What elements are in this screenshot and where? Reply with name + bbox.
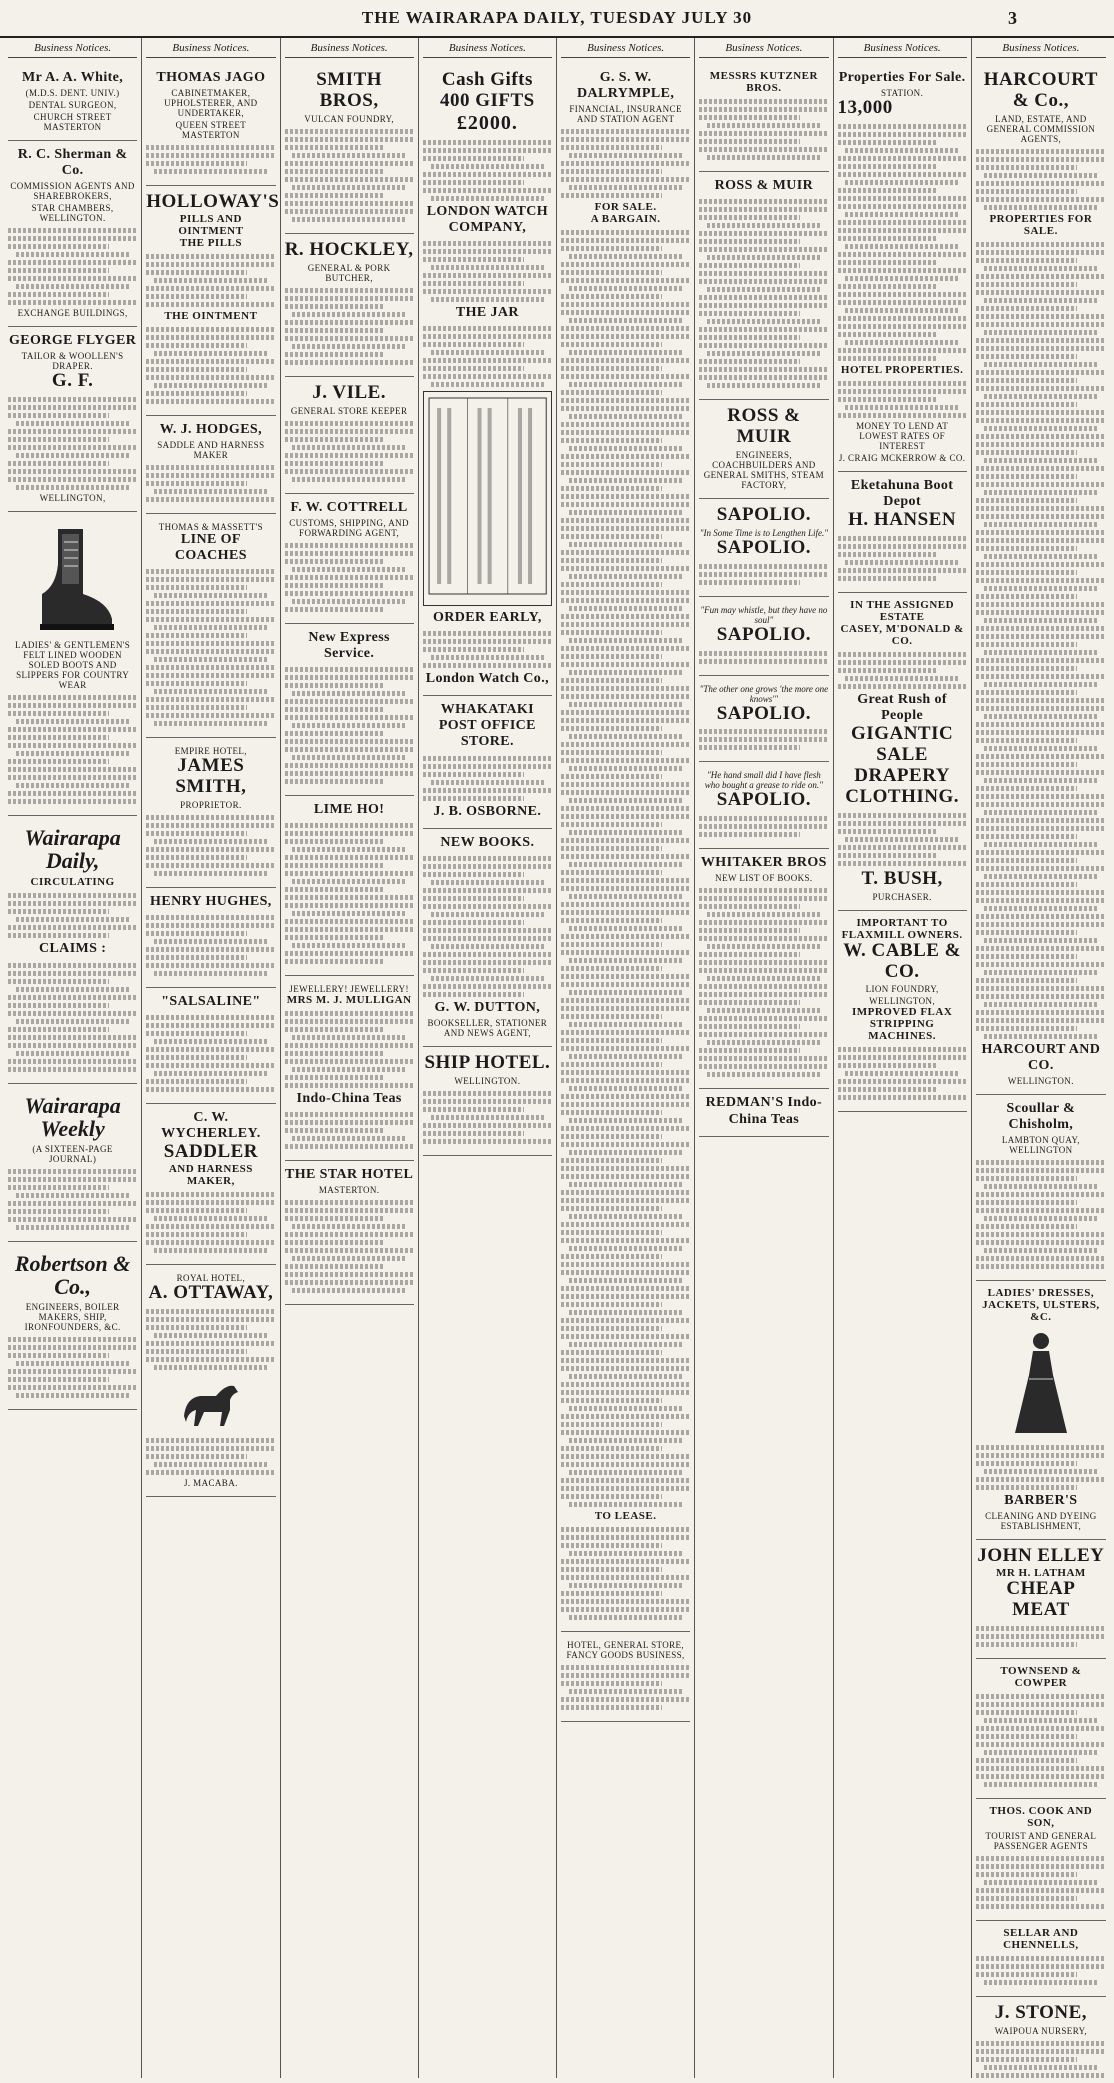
ad-title: CASEY, M'DONALD & CO. xyxy=(840,623,964,648)
column-1 xyxy=(4,38,142,2078)
ad-title: SMITH BROS, xyxy=(316,69,383,111)
body-text xyxy=(146,915,275,976)
ad-subtitle: LADIES' & GENTLEMEN'S FELT LINED WOODEN SOLED BOOTS AND SLIPPERS FOR COUNTRY WEAR xyxy=(15,640,131,691)
ad-subtitle: WELLINGTON. xyxy=(1007,1075,1074,1086)
column-8 xyxy=(972,38,1110,2078)
ad-title: R. HOCKLEY, xyxy=(284,238,414,260)
column-5 xyxy=(557,38,695,2078)
body-text xyxy=(146,815,275,876)
ad-subtitle: HOTEL PROPERTIES. xyxy=(840,363,964,376)
ad-subtitle: ENGINEERS, COACHBUILDERS AND GENERAL SMITHS, STEAM FACTORY, xyxy=(703,449,825,490)
ad-subtitle: CLEANING AND DYEING ESTABLISHMENT, xyxy=(985,1511,1097,1532)
ad-title: HARCOURT & Co., xyxy=(983,69,1098,111)
ad-signature: HARCOURT AND CO. xyxy=(981,1041,1101,1073)
ad-title: F. W. COTTRELL xyxy=(290,499,408,515)
body-text xyxy=(561,1527,690,1620)
ad-subtitle: THE OINTMENT xyxy=(164,309,258,322)
column-header: Business Notices. xyxy=(976,38,1106,58)
ad-title: JAMES SMITH, xyxy=(175,755,247,798)
ad-title: GIGANTIC SALE xyxy=(851,723,954,766)
ad-vile xyxy=(285,377,414,494)
ad-address: CHURCH STREET MASTERTON xyxy=(33,112,112,133)
body-text xyxy=(976,1445,1106,1490)
ad-title: THE STAR HOTEL xyxy=(284,1167,414,1183)
ad-title: NEW BOOKS. xyxy=(440,834,535,850)
ad-hodges xyxy=(146,416,275,514)
ad-title: SAPOLIO. xyxy=(716,503,812,525)
ad-kutzner xyxy=(699,64,828,172)
body-text xyxy=(285,543,414,612)
ad-title: Scoullar & Chisholm, xyxy=(1006,1100,1076,1133)
ad-title: Robertson & Co., xyxy=(14,1250,131,1299)
price-list-box xyxy=(423,391,552,606)
ad-sherman xyxy=(8,141,137,327)
ad-title: IMPROVED FLAX STRIPPING MACHINES. xyxy=(851,1006,953,1043)
ad-boots xyxy=(8,512,137,816)
body-text xyxy=(699,651,828,664)
masthead-title: THE WAIRARAPA DAILY, TUESDAY JULY 30 xyxy=(361,8,753,27)
ad-subtitle: CUSTOMS, SHIPPING, AND FORWARDING AGENT, xyxy=(289,517,409,538)
ad-title: WHAKATAKI POST OFFICE STORE. xyxy=(438,702,536,750)
body-text xyxy=(838,124,967,361)
horse-illustration xyxy=(176,1376,246,1432)
ad-title: R. C. Sherman & Co. xyxy=(17,147,128,179)
ad-quote: "In Some Time is to Lengthen Life." xyxy=(699,527,829,538)
ad-quote: "He hand small did I have flesh who bought a grease to ride on." xyxy=(704,770,823,791)
ad-title: WHITAKER BROS xyxy=(700,855,827,871)
ad-subtitle: IMPORTANT TO FLAXMILL OWNERS. xyxy=(841,916,963,941)
body-text xyxy=(146,254,275,307)
ad-title: 400 GIFTS xyxy=(439,89,535,111)
body-text xyxy=(699,564,828,585)
body-text xyxy=(8,1169,137,1230)
ad-title: Indo-China Teas xyxy=(296,1090,402,1106)
body-text xyxy=(976,1956,1106,1985)
ad-title: Cash Gifts xyxy=(441,69,533,90)
ad-title: MRS M. J. MULLIGAN xyxy=(286,993,412,1006)
ad-harcourt xyxy=(976,64,1106,1095)
ad-subtitle: HOTEL, GENERAL STORE, FANCY GOODS BUSINESS, xyxy=(566,1640,685,1661)
ad-salsaline xyxy=(146,988,275,1104)
body-text xyxy=(146,145,275,174)
body-text xyxy=(146,1192,275,1253)
ad-subtitle: MASTERTON. xyxy=(318,1185,380,1196)
body-text xyxy=(8,397,137,490)
ad-subtitle: THE PILLS xyxy=(179,236,243,249)
body-text xyxy=(976,242,1106,1039)
body-text xyxy=(8,893,137,938)
ad-title: A. OTTAWAY, xyxy=(148,1282,274,1304)
ad-subtitle: EMPIRE HOTEL, xyxy=(174,746,247,757)
ad-subtitle: WELLINGTON, xyxy=(869,996,936,1007)
ad-title: Wairarapa Daily, xyxy=(24,825,121,874)
ad-ladies-dresses xyxy=(976,1281,1106,1540)
column-header: Business Notices. xyxy=(838,38,967,58)
ad-smith-bros xyxy=(285,64,414,234)
column-header: Business Notices. xyxy=(146,38,275,58)
ad-townsend xyxy=(976,1659,1106,1799)
ad-sapolio-1 xyxy=(699,499,828,597)
ad-sapolio-2 xyxy=(699,597,828,676)
ad-ross-muir xyxy=(699,400,828,499)
ad-subtitle: NEW LIST OF BOOKS. xyxy=(715,873,813,884)
body-text xyxy=(423,856,552,997)
body-text xyxy=(146,327,275,404)
column-header: Business Notices. xyxy=(561,38,690,58)
ad-title: SELLAR AND CHENNELLS, xyxy=(1003,1926,1079,1951)
ad-subtitle: STATION. xyxy=(881,88,924,99)
ad-title: J. STONE, xyxy=(994,2001,1088,2023)
body-text xyxy=(976,1856,1106,1909)
ad-quote: "The other one grows 'the more one knows'" xyxy=(699,683,829,704)
ad-subtitle: THOMAS & MASSETT'S xyxy=(158,522,264,533)
ad-address: WELLINGTON, xyxy=(39,493,106,504)
ad-title: SAPOLIO. xyxy=(716,789,812,811)
column-header: Business Notices. xyxy=(8,38,137,58)
body-text xyxy=(838,381,967,418)
ad-empire-hotel xyxy=(146,738,275,888)
ad-subtitle: AND HARNESS MAKER, xyxy=(168,1163,253,1188)
ad-cook xyxy=(976,1799,1106,1921)
ad-subtitle: PURCHASER. xyxy=(872,891,932,902)
ad-title: THOMAS JAGO xyxy=(156,70,266,85)
column-header: Business Notices. xyxy=(699,38,828,58)
ad-subtitle: MONEY TO LEND AT LOWEST RATES OF INTEREST xyxy=(856,420,949,451)
ad-subtitle: FOR SALE. xyxy=(594,201,657,214)
ad-ship-hotel xyxy=(423,1047,552,1156)
ad-quote: "Fun may whistle, but they have no soul" xyxy=(700,604,828,625)
body-text xyxy=(976,1694,1106,1787)
ad-express xyxy=(285,624,414,796)
ad-title: MESSRS KUTZNER BROS. xyxy=(709,70,818,94)
ad-subtitle: JEWELLERY! JEWELLERY! xyxy=(289,983,409,994)
body-text xyxy=(146,569,275,726)
body-text xyxy=(699,729,828,750)
ad-eketahuna-boot xyxy=(838,472,967,593)
ad-subtitle: (M.D.S. DENT. UNIV.) xyxy=(25,88,120,99)
body-text xyxy=(423,756,552,801)
ad-cash-gifts xyxy=(423,64,552,696)
ad-subtitle: PROPRIETOR. xyxy=(180,800,242,811)
ad-title: G. S. W. DALRYMPLE, xyxy=(577,70,675,102)
ad-subtitle: ROYAL HOTEL, xyxy=(176,1273,246,1284)
column-4 xyxy=(419,38,557,2078)
ad-signature: T. BUSH, xyxy=(861,867,943,889)
body-text xyxy=(8,963,137,1072)
ad-subtitle: ENGINEERS, BOILER MAKERS, SHIP, IRONFOUNDERS, &C. xyxy=(24,1301,121,1332)
ad-subtitle: VULCAN FOUNDRY, xyxy=(304,113,395,124)
ad-title: Properties For Sale. xyxy=(838,70,966,85)
body-text xyxy=(976,149,1106,210)
ad-title: Wairarapa Weekly xyxy=(24,1092,121,1141)
ad-title: Eketahuna Boot Depot xyxy=(850,477,954,510)
ad-title: LONDON WATCH COMPANY, xyxy=(426,203,549,235)
ad-hockley xyxy=(285,234,414,377)
body-text xyxy=(285,1200,414,1293)
ad-cottrell xyxy=(285,494,414,624)
body-text xyxy=(8,228,137,305)
ad-title: SHIP HOTEL. xyxy=(424,1051,551,1073)
ad-title: REDMAN'S Indo-China Teas xyxy=(705,1095,823,1127)
ad-initial: G. F. xyxy=(51,370,94,392)
ad-royal-hotel xyxy=(146,1265,275,1497)
ad-title: GEORGE FLYGER xyxy=(9,333,137,349)
ad-subtitle: GENERAL STORE KEEPER xyxy=(290,405,408,416)
ad-signature: J. MACABA. xyxy=(183,1478,238,1489)
ad-subtitle: TO LEASE. xyxy=(594,1510,657,1523)
ad-title: Great Rush of People xyxy=(857,692,947,724)
body-text xyxy=(146,1015,275,1092)
ad-stone xyxy=(976,1997,1106,2078)
ad-address: QUEEN STREET MASTERTON xyxy=(175,120,247,141)
ad-star-hotel xyxy=(285,1161,414,1305)
ad-subtitle: TOURIST AND GENERAL PASSENGER AGENTS xyxy=(985,1830,1097,1851)
ad-sapolio-3 xyxy=(699,676,828,763)
ad-title: LINE OF COACHES xyxy=(174,532,247,564)
ad-subtitle: A BARGAIN. xyxy=(590,213,661,226)
ad-title: W. CABLE & CO. xyxy=(843,939,962,982)
body-text xyxy=(561,230,690,1507)
ad-title: G. W. DUTTON, xyxy=(434,999,541,1015)
body-text xyxy=(423,140,552,201)
ad-subtitle: COMMISSION AGENTS AND SHAREBROKERS, xyxy=(10,181,135,202)
ad-subtitle: FINANCIAL, INSURANCE AND STATION AGENT xyxy=(569,104,682,125)
body-text xyxy=(285,288,414,365)
ad-title: SAPOLIO. xyxy=(716,702,812,724)
ad-title: New Express Service. xyxy=(308,629,390,661)
ad-title: ROSS & MUIR xyxy=(714,178,814,193)
boot-illustration xyxy=(28,524,118,634)
ad-subtitle: GENERAL & PORK BUTCHER, xyxy=(307,262,391,283)
ad-whakataki xyxy=(423,696,552,828)
ad-subtitle: PROPERTIES FOR SALE. xyxy=(989,212,1093,237)
ad-subtitle: CLAIMS : xyxy=(38,941,107,957)
body-text xyxy=(561,1665,690,1710)
body-text xyxy=(285,1112,414,1149)
ad-subtitle: CABINETMAKER, UPHOLSTERER, AND UNDERTAKER, xyxy=(164,88,258,119)
ad-address: STAR CHAMBERS, WELLINGTON. xyxy=(31,203,114,224)
ad-subtitle: TAILOR & WOOLLEN'S DRAPER. xyxy=(21,351,124,372)
ad-whitaker xyxy=(699,849,828,1089)
ad-lime xyxy=(285,796,414,976)
ad-address: LAMBTON QUAY, WELLINGTON xyxy=(1001,1135,1080,1156)
ad-subtitle: WELLINGTON. xyxy=(454,1075,521,1086)
ad-title: TOWNSEND & COWPER xyxy=(1000,1664,1082,1689)
ad-title: HENRY HUGHES, xyxy=(150,894,272,910)
ad-mulligan xyxy=(285,976,414,1161)
ad-coaches xyxy=(146,514,275,738)
body-text xyxy=(285,667,414,784)
ad-wairarapa-weekly xyxy=(8,1084,137,1242)
page-number: 3 xyxy=(1008,7,1018,28)
ad-title: JOHN ELLEY xyxy=(977,1545,1105,1567)
ad-subtitle: PILLS AND OINTMENT xyxy=(178,212,244,237)
ad-flyger xyxy=(8,327,137,512)
body-text xyxy=(976,2041,1106,2078)
column-3 xyxy=(281,38,419,2078)
ad-title: H. HANSEN xyxy=(848,509,957,531)
ad-title: SADDLER xyxy=(163,1141,259,1163)
body-text xyxy=(838,1047,967,1100)
ad-signature: J. CRAIG MCKERROW & CO. xyxy=(838,452,966,463)
body-text xyxy=(838,813,967,866)
ad-hotel-store xyxy=(561,1632,690,1722)
ad-subtitle: CIRCULATING xyxy=(30,876,115,889)
body-text xyxy=(285,421,414,482)
ad-title: C. W. WYCHERLEY. xyxy=(161,1110,261,1142)
ad-title: DRAPERY xyxy=(854,765,950,787)
body-text xyxy=(838,652,967,689)
body-text xyxy=(699,99,828,160)
ad-ross-muir-notice xyxy=(699,172,828,400)
column-header: Business Notices. xyxy=(423,38,552,58)
ad-title: W. J. HODGES, xyxy=(159,421,263,437)
ad-white-dentist xyxy=(8,64,137,141)
body-text xyxy=(8,1337,137,1398)
ad-title: JACKETS, ULSTERS, &C. xyxy=(982,1299,1100,1324)
ad-amount: £2000. xyxy=(456,111,518,134)
ad-scoullar xyxy=(976,1095,1106,1281)
ad-title: CLOTHING. xyxy=(845,785,960,807)
ad-title: THOS. COOK AND SON, xyxy=(989,1804,1093,1829)
body-text xyxy=(146,1438,275,1475)
body-text xyxy=(423,631,552,668)
ad-redman-teas xyxy=(699,1089,828,1136)
ad-title: ROSS & MUIR xyxy=(727,405,801,447)
ad-subtitle: LAND, ESTATE, AND GENERAL COMMISSION AGENTS, xyxy=(986,113,1096,144)
body-text xyxy=(699,199,828,388)
ad-sapolio-4 xyxy=(699,762,828,849)
body-text xyxy=(423,1091,552,1144)
body-text xyxy=(285,823,414,964)
ad-title: LADIES' DRESSES, xyxy=(987,1287,1095,1300)
ad-casey-sale xyxy=(838,593,967,911)
masthead xyxy=(0,0,1114,38)
ad-holloway xyxy=(146,186,280,416)
newspaper-columns xyxy=(4,38,1110,2078)
ad-sellar xyxy=(976,1921,1106,1997)
ad-subtitle: BOOKSELLER, STATIONER AND NEWS AGENT, xyxy=(427,1017,548,1038)
column-6 xyxy=(695,38,833,2078)
ad-title: BARBER'S xyxy=(1004,1493,1078,1509)
ad-subtitle: IN THE ASSIGNED ESTATE xyxy=(850,599,955,624)
ad-title: London Watch Co., xyxy=(425,671,549,687)
ad-subtitle: (A SIXTEEN-PAGE JOURNAL) xyxy=(32,1143,113,1164)
body-text xyxy=(699,888,828,1077)
ad-new-books xyxy=(423,829,552,1047)
body-text xyxy=(146,1309,275,1370)
ad-title: CHEAP MEAT xyxy=(1006,1578,1076,1621)
dress-illustration xyxy=(1011,1329,1071,1439)
body-text xyxy=(423,326,552,387)
ad-subtitle: EXCHANGE BUILDINGS, xyxy=(17,308,128,319)
ad-signature: J. B. OSBORNE. xyxy=(433,803,542,819)
body-text xyxy=(285,1011,414,1088)
body-text xyxy=(699,816,828,837)
ad-wycherley xyxy=(146,1104,275,1265)
ad-dalrymple xyxy=(561,64,690,1632)
ad-title: LIME HO! xyxy=(313,801,385,817)
body-text xyxy=(976,1626,1106,1647)
body-text xyxy=(561,129,690,198)
ad-title: SAPOLIO. xyxy=(716,623,812,645)
body-text xyxy=(976,1160,1106,1269)
column-header: Business Notices. xyxy=(285,38,414,58)
ad-title: Mr A. A. White, xyxy=(22,70,124,85)
ad-properties xyxy=(838,64,967,472)
ad-title: J. VILE. xyxy=(312,381,387,403)
ad-figure: 13,000 xyxy=(837,97,893,119)
ad-title: SAPOLIO. xyxy=(716,536,812,558)
body-text xyxy=(285,129,414,222)
ad-jago xyxy=(146,64,275,186)
ad-cable-flax xyxy=(838,911,967,1113)
ad-subtitle: MR H. LATHAM xyxy=(995,1567,1086,1580)
ad-subtitle: SADDLE AND HARNESS MAKER xyxy=(157,440,265,461)
ad-subtitle: WAIPOUA NURSERY, xyxy=(994,2025,1087,2036)
ad-wairarapa-daily xyxy=(8,816,137,1083)
body-text xyxy=(146,465,275,502)
ad-subtitle: ORDER EARLY, xyxy=(432,610,542,626)
column-7 xyxy=(834,38,972,2078)
price-list-table xyxy=(427,396,548,596)
body-text xyxy=(8,695,137,804)
ad-robertson xyxy=(8,1242,137,1410)
ad-subtitle: LION FOUNDRY, xyxy=(865,984,939,995)
ad-subtitle: THE JAR xyxy=(455,304,519,320)
body-text xyxy=(838,536,967,581)
column-2 xyxy=(142,38,280,2078)
ad-elley xyxy=(976,1540,1106,1659)
ad-hughes xyxy=(146,888,275,988)
body-text xyxy=(423,241,552,302)
ad-subtitle: DENTAL SURGEON, xyxy=(28,100,117,111)
ad-title: HOLLOWAY'S xyxy=(146,191,280,213)
ad-title: "SALSALINE" xyxy=(161,994,261,1010)
